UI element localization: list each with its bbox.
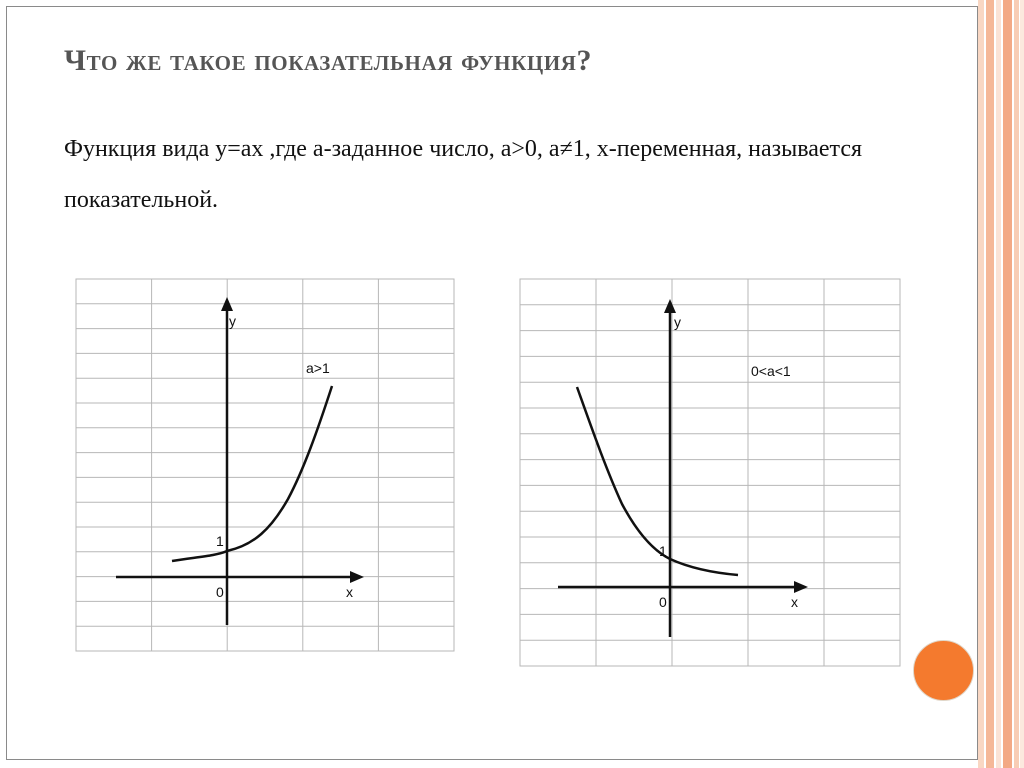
definition-text: Функция вида y=ax ,где а-заданное число, а>0, а≠1, х-переменная, называется показательной.: [64, 136, 863, 213]
series-line-a-greater-than-1: [172, 386, 332, 561]
slide-title: Что же такое показательная функция?: [64, 44, 593, 77]
origin-label: 0: [659, 594, 667, 610]
chart-a-greater-than-1: [76, 279, 454, 651]
y-axis-label: y: [674, 314, 681, 330]
x-axis-label: x: [791, 594, 798, 610]
x-axis-arrow: [794, 581, 808, 593]
grid: [520, 279, 900, 666]
series-line-a-between-0-and-1: [577, 387, 738, 575]
decorative-stripes: [978, 0, 1024, 768]
x-axis-arrow: [350, 571, 364, 583]
one-tick-label: 1: [216, 533, 224, 549]
grid: [76, 279, 454, 651]
y-axis-label: y: [229, 313, 236, 329]
origin-label: 0: [216, 584, 224, 600]
y-axis-arrow: [664, 299, 676, 313]
series-label: a>1: [306, 360, 330, 376]
chart-a-between-0-and-1: [520, 279, 900, 666]
accent-circle: [913, 640, 974, 701]
x-axis-label: x: [346, 584, 353, 600]
series-label: 0<a<1: [751, 363, 791, 379]
one-tick-label: 1: [659, 543, 667, 559]
